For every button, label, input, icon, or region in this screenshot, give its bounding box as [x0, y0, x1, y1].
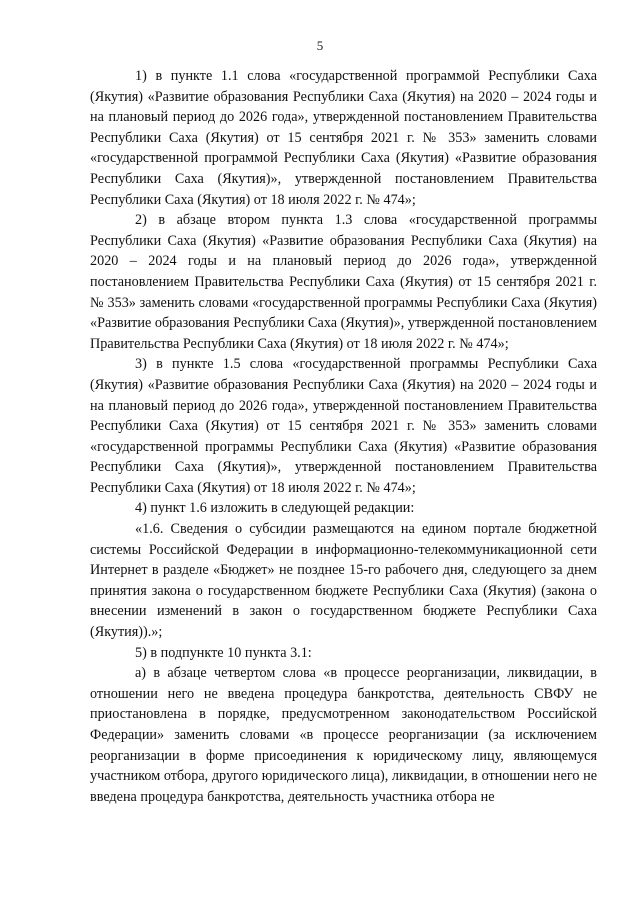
page-number: 5: [316, 38, 324, 53]
paragraph-item-1: 1) в пункте 1.1 слова «государственной программой Республики Саха (Якутия) «Развитие образования Республики Саха (Якутия) на 2020 – 2024 годы и на плановый период до 2026 года», утвержденной постановлением Правительства Республики Саха (Якутия) от 15 сентября 2021 г. № 353» заменить словами «государственной программой Республики Саха (Якутия) «Развитие образования Республики Саха (Якутия)», утвержденной постановлением Правительства Республики Саха (Якутия) от 18 июля 2022 г. № 474»;: [90, 68, 597, 208]
paragraph-item-4: 4) пункт 1.6 изложить в следующей редакции:: [135, 500, 415, 517]
paragraph-item-2: 2) в абзаце втором пункта 1.3 слова «государственной программы Республики Саха (Якутия) «Развитие образования Республики Саха (Якутия) на 2020 – 2024 годы и на плановый период до 2026 года», утвержденной постановлением Правительства Республики Саха (Якутия) от 15 сентября 2021 г. № 353» заменить словами «государственной программы Республики Саха (Якутия) «Развитие образования Республики Саха (Якутия)», утвержденной постановлением Правительства Республики Саха (Якутия) от 18 июля 2022 г. № 474»;: [90, 212, 597, 352]
paragraph-item-4-text: «1.6. Сведения о субсидии размещаются на едином портале бюджетной системы Российской Федерации в информационно-телекоммуникационной сети Интернет в разделе «Бюджет» не позднее 15-го рабочего дня, следующего за днем принятия закона о государственном бюджете Республики Саха (Якутия) (закона о внесении изменений в закон о государственном бюджете Республики Саха (Якутия)).»;: [90, 521, 597, 641]
paragraph-item-5: 5) в подпункте 10 пункта 3.1:: [135, 644, 312, 661]
document-body: [90, 66, 597, 807]
paragraph-item-3: 3) в пункте 1.5 слова «государственной программы Республики Саха (Якутия) «Развитие образования Республики Саха (Якутия) на 2020 – 2024 годы и на плановый период до 2026 года», утвержденной постановлением Правительства Республики Саха (Якутия) от 15 сентября 2021 г. № 353» заменить словами «государственной программы Республики Саха (Якутия) «Развитие образования Республики Саха (Якутия)», утвержденной постановлением Правительства Республики Саха (Якутия) от 18 июля 2022 г. № 474»;: [90, 356, 597, 496]
paragraph-item-5a: а) в абзаце четвертом слова «в процессе реорганизации, ликвидации, в отношении него не введена процедура банкротства, деятельность СВФУ не приостановлена в порядке, предусмотренном законодательством Российской Федерации» заменить словами «в процессе реорганизации (за исключением реорганизации в форме присоединения к юридическому лицу, являющемуся участником отбора, другого юридического лица), ликвидации, в отношении него не введена процедура банкротства, деятельность участника отбора не: [90, 665, 597, 805]
